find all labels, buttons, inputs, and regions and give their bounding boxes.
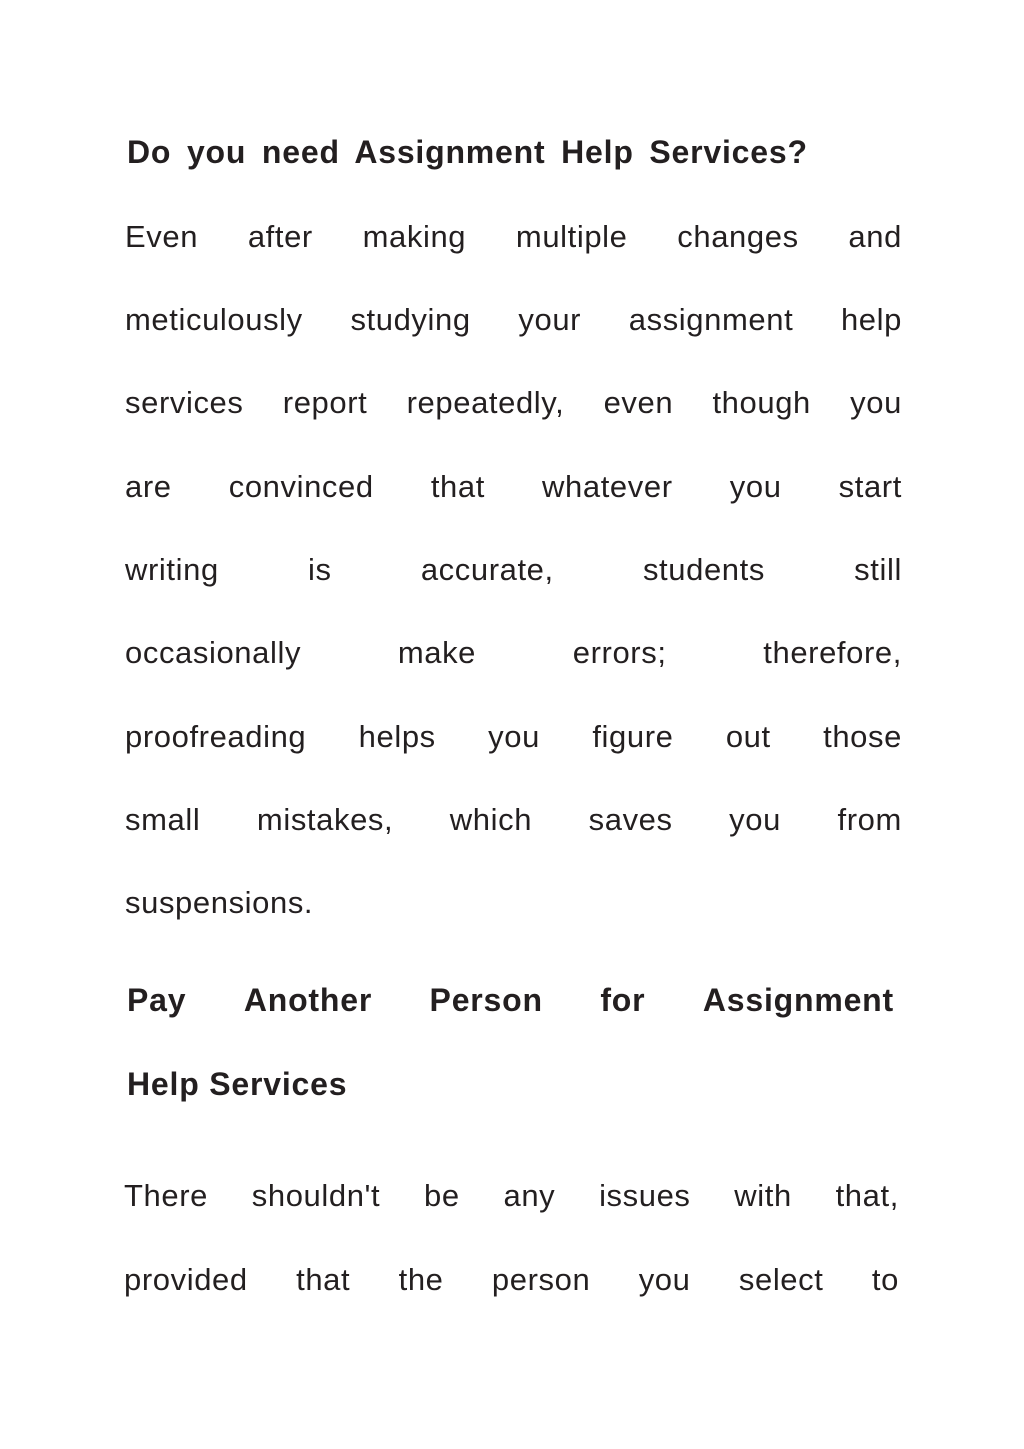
word: assignment <box>628 302 794 337</box>
word: occasionally <box>125 635 302 670</box>
word: convinced <box>228 469 374 504</box>
word: Even <box>125 219 199 254</box>
heading-pay-another-person-line-2 <box>127 1066 894 1102</box>
word: that <box>296 1262 351 1297</box>
word: and <box>848 219 902 254</box>
word: whatever <box>542 469 673 504</box>
paragraph-line <box>125 802 902 838</box>
word: to <box>871 1262 899 1297</box>
paragraph-line <box>125 719 902 755</box>
word: are <box>125 469 172 504</box>
word: report <box>282 385 368 420</box>
paragraph-line <box>124 1262 899 1298</box>
word: make <box>397 635 477 670</box>
word: Another <box>243 982 373 1018</box>
word: proofreading <box>125 719 307 754</box>
word: the <box>398 1262 444 1297</box>
word: even <box>603 385 674 420</box>
word: out <box>725 719 771 754</box>
word: Help Services <box>127 1066 348 1102</box>
word: therefore, <box>763 635 902 670</box>
word: is <box>308 552 332 587</box>
word: issues <box>599 1178 691 1213</box>
word: you <box>850 385 902 420</box>
word: you <box>488 719 540 754</box>
word: helps <box>358 719 436 754</box>
word: which <box>449 802 533 837</box>
word: repeatedly, <box>406 385 565 420</box>
word: you <box>729 802 781 837</box>
word: Assignment <box>702 982 894 1018</box>
word: accurate, <box>420 552 554 587</box>
word: help <box>840 302 902 337</box>
word: your <box>518 302 582 337</box>
word: There <box>124 1178 208 1213</box>
word: services <box>125 385 244 420</box>
word: small <box>125 802 201 837</box>
word: saves <box>588 802 673 837</box>
word: provided <box>124 1262 248 1297</box>
heading-pay-another-person <box>127 982 894 1018</box>
paragraph-line <box>125 302 902 338</box>
word: for <box>600 982 646 1018</box>
word: Person <box>429 982 543 1018</box>
word: studying <box>350 302 471 337</box>
word: with <box>734 1178 792 1213</box>
word: after <box>247 219 313 254</box>
paragraph-line <box>125 469 902 505</box>
word: be <box>424 1178 460 1213</box>
word: multiple <box>515 219 628 254</box>
word: mistakes, <box>256 802 394 837</box>
word: still <box>854 552 902 587</box>
word: start <box>838 469 902 504</box>
paragraph-line <box>125 885 902 921</box>
word: changes <box>677 219 799 254</box>
word: errors; <box>572 635 667 670</box>
word: those <box>823 719 902 754</box>
word: from <box>837 802 902 837</box>
word: you <box>729 469 782 504</box>
paragraph-line <box>124 1178 899 1214</box>
word: meticulously <box>125 302 303 337</box>
paragraph-line <box>125 219 902 255</box>
word: Pay <box>127 982 187 1018</box>
word: person <box>491 1262 591 1297</box>
word: making <box>362 219 467 254</box>
word: you <box>638 1262 691 1297</box>
word: any <box>503 1178 556 1213</box>
word: select <box>738 1262 824 1297</box>
word: suspensions. <box>125 885 314 920</box>
word: figure <box>592 719 674 754</box>
word: though <box>712 385 811 420</box>
word: that <box>430 469 485 504</box>
paragraph-line <box>125 635 902 671</box>
word: that, <box>835 1178 899 1213</box>
heading-assignment-help: Do you need Assignment Help Services? <box>127 134 808 170</box>
paragraph-line <box>125 385 902 421</box>
word: students <box>642 552 765 587</box>
paragraph-line <box>125 552 902 588</box>
word: shouldn't <box>251 1178 381 1213</box>
word: writing <box>125 552 219 587</box>
